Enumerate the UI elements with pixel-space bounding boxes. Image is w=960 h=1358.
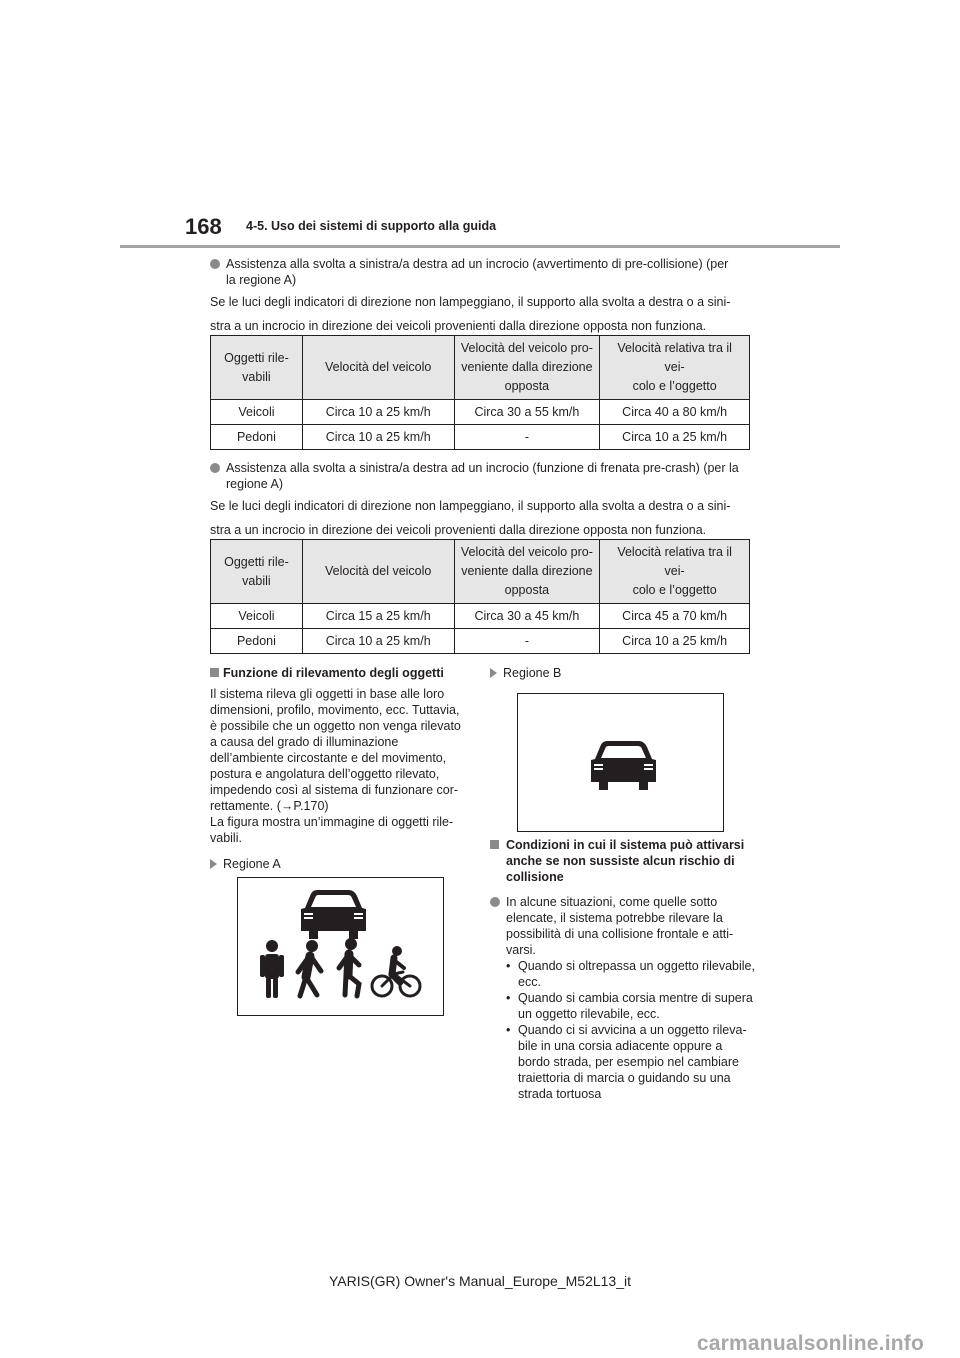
figure-region-b	[517, 693, 724, 832]
arrow-right-icon	[210, 859, 217, 869]
arrow-right-icon	[490, 668, 497, 678]
table-header-cell: Velocità del veicolo pro- veniente dalla direzione opposta	[454, 336, 600, 400]
list-item: • Quando ci si avvicina a un oggetto rileva- bile in una corsia adiacente oppure a bordo strada, per esempio nel cambiare traiettoria di marcia o guidando su una strada tortuosa	[506, 1023, 747, 1101]
bullet-line-1: Assistenza alla svolta a sinistra/a destra ad un incrocio (avvertimento di pre-collisione) (per	[226, 257, 729, 271]
section1-text	[210, 256, 770, 334]
list-item: • Quando si cambia corsia mentre di supera un oggetto rilevabile, ecc.	[506, 991, 753, 1021]
figure-region-a	[237, 877, 444, 1016]
detection-heading: Funzione di rilevamento degli oggetti	[210, 665, 472, 681]
right-column	[490, 837, 760, 1102]
header-rule	[120, 245, 840, 248]
table-cell: Circa 30 a 55 km/h	[454, 400, 600, 425]
square-bullet-icon	[210, 668, 219, 677]
bullet-line-2: regione A)	[226, 477, 283, 491]
table-cell: Veicoli	[211, 400, 303, 425]
table-cell: Circa 10 a 25 km/h	[302, 629, 454, 654]
pedestrian-walking-icon	[298, 940, 321, 996]
cyclist-icon	[372, 946, 420, 996]
bullet-item	[210, 460, 770, 492]
table-header-cell: Velocità relativa tra il vei- colo e l’oggetto	[600, 540, 750, 604]
section2-text	[210, 460, 770, 538]
watermark: carmanualsonline.info	[696, 1332, 924, 1355]
region-a-label: Regione A	[210, 856, 472, 872]
table-cell: Circa 10 a 25 km/h	[600, 629, 750, 654]
bullet-item: In alcune situazioni, come quelle sotto elencate, il sistema potrebbe rilevare la possibilità di una collisione frontale e atti- varsi. • Quando si oltrepassa un oggetto rilevabile, ecc. • Quando si cambia corsia mentre di supera un oggetto rilevabile, ecc. • Quando ci si avvicina a un oggetto rileva- bile in una corsia adiacente oppure a bordo strada, per esempio nel cambiare traiettoria di marcia o guidando su una strada tortuosa	[490, 894, 760, 1102]
region-b-label: Regione B	[490, 665, 760, 681]
table-row	[211, 425, 750, 450]
table-cell: Circa 10 a 25 km/h	[302, 425, 454, 450]
table-cell: Circa 40 a 80 km/h	[600, 400, 750, 425]
paragraph-line-1: Se le luci degli indicatori di direzione non lampeggiano, il supporto alla svolta a destra o a sini-	[210, 499, 731, 513]
car-front-icon	[301, 890, 366, 939]
speed-table-2	[210, 539, 750, 654]
pedestrian-standing-icon	[260, 940, 284, 998]
table-row	[211, 629, 750, 654]
table-row	[211, 604, 750, 629]
left-column	[210, 665, 472, 872]
pedestrian-running-icon	[339, 938, 359, 996]
bullet-item	[210, 256, 770, 288]
conditions-heading: Condizioni in cui il sistema può attivarsi anche se non sussiste alcun rischio di collisione	[490, 837, 760, 885]
detectable-objects-illustration	[238, 878, 443, 1015]
table-cell: Pedoni	[211, 425, 303, 450]
table-header-cell: Oggetti rile- vabili	[211, 540, 303, 604]
table-cell: Circa 15 a 25 km/h	[302, 604, 454, 629]
table-header-cell: Velocità del veicolo	[302, 336, 454, 400]
bullet-line-1: Assistenza alla svolta a sinistra/a destra ad un incrocio (funzione di frenata pre-crash) (per la	[226, 461, 739, 475]
detection-paragraph: Il sistema rileva gli oggetti in base alle loro dimensioni, profilo, movimento, ecc. Tuttavia, è possibile che un oggetto non venga rilevato a causa del grado di illuminazione dell’ambiente circostante e del movimento, postura e angolatura dell’oggetto rilevato, impedendo così al sistema di funzionare cor- rettamente. (→P.170) La figura mostra un’immagine di oggetti rile- vabili.	[210, 687, 461, 845]
table-cell: Circa 10 a 25 km/h	[302, 400, 454, 425]
table-cell: -	[454, 425, 600, 450]
speed-table-1	[210, 335, 750, 450]
bullet-dot-icon	[490, 897, 500, 907]
table-header-row	[211, 540, 750, 604]
section-title: 4-5. Uso dei sistemi di supporto alla guida	[246, 219, 497, 233]
car-front-icon	[591, 741, 656, 790]
paragraph-line-1: Se le luci degli indicatori di direzione non lampeggiano, il supporto alla svolta a destra o a sini-	[210, 295, 731, 309]
table-header-cell: Velocità relativa tra il vei- colo e l’oggetto	[600, 336, 750, 400]
table-header-cell: Oggetti rile- vabili	[211, 336, 303, 400]
square-bullet-icon	[490, 840, 499, 849]
bullet-line-2: la regione A)	[226, 273, 297, 287]
bullet-dot-icon	[210, 463, 220, 473]
paragraph-line-2: stra a un incrocio in direzione dei veicoli provenienti dalla direzione opposta non funziona.	[210, 319, 707, 333]
car-illustration	[518, 694, 723, 831]
table-header-cell: Velocità del veicolo	[302, 540, 454, 604]
bullet-dot-icon	[210, 259, 220, 269]
list-item: • Quando si oltrepassa un oggetto rilevabile, ecc.	[506, 959, 755, 989]
footer-manual-id: YARIS(GR) Owner's Manual_Europe_M52L13_it	[329, 1273, 631, 1289]
table-cell: Circa 30 a 45 km/h	[454, 604, 600, 629]
page-number: 168	[185, 214, 222, 239]
table-cell: -	[454, 629, 600, 654]
table-cell: Circa 10 a 25 km/h	[600, 425, 750, 450]
paragraph-line-2: stra a un incrocio in direzione dei veicoli provenienti dalla direzione opposta non funziona.	[210, 523, 707, 537]
table-cell: Pedoni	[211, 629, 303, 654]
table-header-cell: Velocità del veicolo pro- veniente dalla direzione opposta	[454, 540, 600, 604]
table-cell: Veicoli	[211, 604, 303, 629]
table-row	[211, 400, 750, 425]
table-header-row	[211, 336, 750, 400]
table-cell: Circa 45 a 70 km/h	[600, 604, 750, 629]
